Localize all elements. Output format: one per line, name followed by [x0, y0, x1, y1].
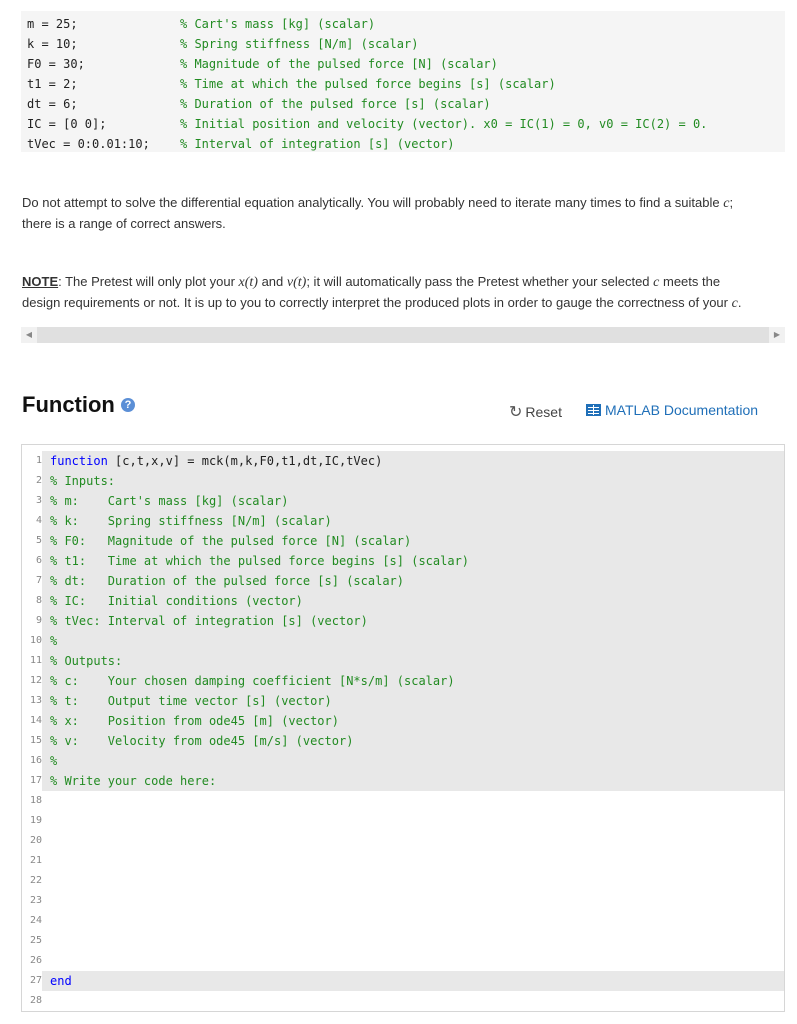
documentation-label: MATLAB Documentation: [605, 402, 759, 418]
editor-line: [22, 751, 784, 771]
book-icon: [586, 404, 601, 416]
editor-line: [22, 651, 784, 671]
snippet-code: tVec = 0:0.01:10;: [27, 137, 150, 151]
line-number: 13: [22, 691, 42, 711]
code-text: [50, 751, 57, 771]
line-number: 21: [22, 851, 42, 871]
code-text: [50, 551, 469, 571]
line-number: 23: [22, 891, 42, 911]
instruction-text-end: ; there is a range of correct answers.: [22, 195, 734, 231]
snippet-line: [21, 34, 785, 54]
line-number: 16: [22, 751, 42, 771]
code-editor[interactable]: [21, 444, 785, 1012]
reset-label: Reset: [525, 404, 562, 420]
variable-v: v(t): [286, 275, 307, 290]
editor-line: [22, 731, 784, 751]
snippet-comment: % Time at which the pulsed force begins [s] (scalar): [180, 77, 556, 91]
comment: % c: Your chosen damping coefficient [N*s/m] (scalar): [50, 674, 455, 688]
code-rest: [c,t,x,v] = mck(m,k,F0,t1,dt,IC,tVec): [107, 454, 383, 468]
section-title: Function: [22, 392, 115, 417]
variable-c: c: [723, 196, 730, 211]
snippet-code: F0 = 30;: [27, 57, 85, 71]
line-number: 20: [22, 831, 42, 851]
line-number: 4: [22, 511, 42, 531]
snippet-code: t1 = 2;: [27, 77, 78, 91]
code-text: [50, 651, 122, 671]
editor-line: [22, 591, 784, 611]
scroll-left-icon[interactable]: ◀: [21, 327, 37, 343]
keyword: end: [50, 974, 72, 988]
snippet-comment: % Duration of the pulsed force [s] (scalar): [180, 97, 491, 111]
editor-line: [22, 571, 784, 591]
line-number: 26: [22, 951, 42, 971]
line-number: 12: [22, 671, 42, 691]
line-number: 24: [22, 911, 42, 931]
comment: % tVec: Interval of integration [s] (vector): [50, 614, 368, 628]
note-text: and: [257, 274, 287, 289]
line-number: 28: [22, 991, 42, 1011]
code-text: [50, 971, 72, 991]
line-number: 8: [22, 591, 42, 611]
line-number: 19: [22, 811, 42, 831]
editor-line[interactable]: [22, 951, 784, 971]
snippet-line: [21, 74, 785, 94]
snippet-code: IC = [0 0];: [27, 117, 107, 131]
code-text: [50, 711, 339, 731]
instruction-text: Do not attempt to solve the differential equation analytically. You will probably need to iterate many times to find a suitable: [22, 195, 724, 210]
note-text: ; it will automatically pass the Pretest whether your selected: [306, 274, 654, 289]
code-text: [50, 531, 411, 551]
line-number: 11: [22, 651, 42, 671]
comment: % IC: Initial conditions (vector): [50, 594, 303, 608]
code-text: [50, 511, 332, 531]
snippet-line: [21, 114, 785, 134]
editor-line: [22, 491, 784, 511]
snippet-comment: % Cart's mass [kg] (scalar): [180, 17, 376, 31]
code-snippet: [21, 11, 785, 152]
keyword: function: [50, 454, 108, 468]
comment: % t1: Time at which the pulsed force begins [s] (scalar): [50, 554, 470, 568]
editor-line: [22, 771, 784, 791]
comment: % F0: Magnitude of the pulsed force [N] (scalar): [50, 534, 412, 548]
editor-line[interactable]: [22, 931, 784, 951]
variable-c: c: [731, 296, 738, 311]
code-text: [50, 471, 115, 491]
comment: % v: Velocity from ode45 [m/s] (vector): [50, 734, 354, 748]
code-text: [50, 771, 216, 791]
code-text: [50, 571, 404, 591]
editor-line: [22, 471, 784, 491]
editor-line: [22, 551, 784, 571]
line-number: 6: [22, 551, 42, 571]
snippet-code: k = 10;: [27, 37, 78, 51]
note-text: : The Pretest will only plot your: [58, 274, 239, 289]
editor-line[interactable]: [22, 911, 784, 931]
comment: % Outputs:: [50, 654, 123, 668]
question-circle-icon[interactable]: ?: [121, 398, 135, 412]
snippet-line: [21, 54, 785, 74]
line-number: 10: [22, 631, 42, 651]
snippet-comment: % Magnitude of the pulsed force [N] (scalar): [180, 57, 498, 71]
line-number: 9: [22, 611, 42, 631]
editor-line[interactable]: [22, 891, 784, 911]
line-number: 7: [22, 571, 42, 591]
snippet-comment: % Interval of integration [s] (vector): [180, 137, 455, 151]
editor-line: [22, 711, 784, 731]
comment: % t: Output time vector [s] (vector): [50, 694, 332, 708]
editor-line: [22, 511, 784, 531]
line-number: 22: [22, 871, 42, 891]
variable-x: x(t): [238, 275, 258, 290]
comment: % Inputs:: [50, 474, 116, 488]
editor-line: [22, 451, 784, 471]
editor-line[interactable]: [22, 811, 784, 831]
line-number: 18: [22, 791, 42, 811]
code-text: [50, 731, 353, 751]
instruction-paragraph: [22, 193, 752, 234]
snippet-line: [21, 94, 785, 114]
code-text: [50, 691, 332, 711]
editor-line: [22, 611, 784, 631]
variable-c: c: [653, 275, 660, 290]
comment: % x: Position from ode45 [m] (vector): [50, 714, 339, 728]
comment: %: [50, 634, 58, 648]
code-text: [50, 451, 382, 471]
editor-line: [22, 531, 784, 551]
editor-line[interactable]: [22, 871, 784, 891]
editor-line: [22, 971, 784, 991]
line-number: 15: [22, 731, 42, 751]
snippet-line: [21, 14, 785, 34]
reset-button[interactable]: [509, 402, 562, 422]
matlab-documentation-link[interactable]: [586, 402, 758, 418]
note-text-end: .: [737, 295, 742, 310]
code-text: [50, 611, 368, 631]
line-number: 3: [22, 491, 42, 511]
editor-line[interactable]: [22, 991, 784, 1011]
scroll-right-icon[interactable]: ▶: [769, 327, 785, 343]
editor-line: [22, 671, 784, 691]
code-text: [50, 491, 288, 511]
comment: % dt: Duration of the pulsed force [s] (scalar): [50, 574, 405, 588]
snippet-comment: % Initial position and velocity (vector). x0 = IC(1) = 0, v0 = IC(2) = 0.: [180, 117, 708, 131]
code-text: [50, 631, 57, 651]
comment: % Write your code here:: [50, 774, 217, 788]
editor-line[interactable]: [22, 791, 784, 811]
comment: %: [50, 754, 58, 768]
editor-line: [22, 691, 784, 711]
snippet-code: dt = 6;: [27, 97, 78, 111]
line-number: 1: [22, 451, 42, 471]
note-label: NOTE: [22, 274, 59, 289]
line-number: 5: [22, 531, 42, 551]
snippet-code: m = 25;: [27, 17, 78, 31]
line-number: 17: [22, 771, 42, 791]
line-number: 14: [22, 711, 42, 731]
editor-line[interactable]: [22, 831, 784, 851]
line-number: 25: [22, 931, 42, 951]
snippet-line: [21, 134, 785, 154]
horizontal-scrollbar[interactable]: [21, 327, 785, 343]
line-number: 2: [22, 471, 42, 491]
line-number: 27: [22, 971, 42, 991]
note-paragraph: [22, 272, 752, 324]
note-text: meets the design requirements or not. It is up to you to correctly interpret the produced plots in order to gauge the correctness of your: [22, 274, 732, 310]
code-text: [50, 671, 455, 691]
comment: % m: Cart's mass [kg] (scalar): [50, 494, 289, 508]
code-text: [50, 591, 303, 611]
refresh-icon: ↻: [509, 404, 523, 421]
editor-line: [22, 631, 784, 651]
editor-line[interactable]: [22, 851, 784, 871]
snippet-comment: % Spring stiffness [N/m] (scalar): [180, 37, 419, 51]
comment: % k: Spring stiffness [N/m] (scalar): [50, 514, 332, 528]
